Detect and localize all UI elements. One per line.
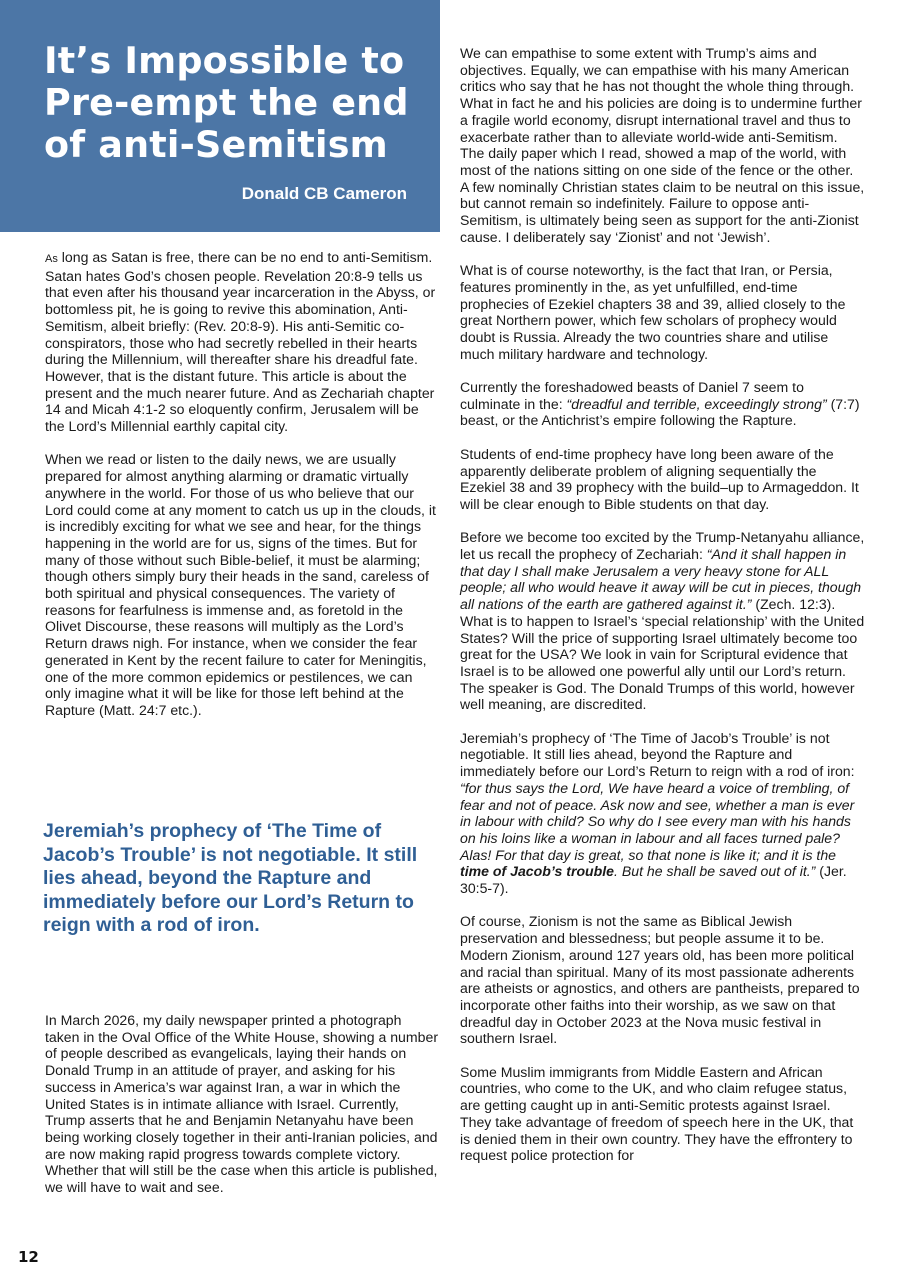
body-paragraph-6: Currently the foreshadowed beasts of Daniel 7 seem to culminate in the: “dreadful and terrible, exceedingly strong” (7:7) beast, or the Antichrist’s empire following the Rapture. (460, 379, 860, 429)
title-banner (0, 0, 440, 232)
scripture-quote: “for thus says the Lord, We have heard a voice of trembling, of fear and not of peace. Ask now and see, whether a man is ever in labour with child? So why do I see every man with his hands on his loins like a woman in labour and all faces turned pale? Alas! For that day is great, so that none is like it; and it is the time of Jacob’s trouble. But he shall be saved out of it.” (460, 779, 855, 880)
right-column (460, 45, 865, 1181)
page-number: 12 (18, 1248, 39, 1266)
lead-in-word: As (45, 253, 58, 265)
scripture-quote: “And it shall happen in that day I shall make Jerusalem a very heavy stone for ALL people; all who would heave it away will be cut in pieces, though all nations of the earth are gathered against it.” (460, 546, 862, 613)
body-paragraph-1: As long as Satan is free, there can be no end to anti-Semitism. Satan hates God’s chosen people. Revelation 20:8-9 tells us that even after his thousand year incarceration in the Abyss, or bottomless pit, he is going to revive this abomination, Anti-Semitism, albeit briefly: (Rev. 20:8-9). His anti-Semitic co-conspirators, those who had secretly rebelled in their hearts during the Millennium, will thereafter share his dreadful fate. However, that is the distant future. This article is about the present and the much nearer future. And as Zechariah chapter 14 and Micah 4:1-2 so eloquently confirm, Jerusalem will be the Lord’s Millennial earthly capital city. (45, 249, 436, 435)
body-paragraph-11: Some Muslim immigrants from Middle Eastern and African countries, who come to the UK, and who claim refugee status, are getting caught up in anti-Semitic protests against Israel. They take advantage of freedom of speech here in the UK, that is denied them in their own country. They have the effrontery to request police protection for (460, 1063, 854, 1164)
body-paragraph-2: When we read or listen to the daily news, we are usually prepared for almost anything alarming or dramatic virtually anywhere in the world. For those of us who believe that our Lord could come at any moment to catch us up in the clouds, it is incredibly exciting for what we see and hear, for the things happening in the world are for us, signs of the times. But for many of those without such Bible-belief, it must be alarming; though others simply bury their heads in the sand, careless of both spiritual and physical consequences. The variety of reasons for fearfulness is immense and, as foretold in the Olivet Discourse, these reasons will multiply as the Lord’s Return draws nigh. For instance, when we consider the fear generated in Kent by the recent failure to cater for Meningitis, one of the more common epidemics or pestilences, we can only imagine what it will be like for those left behind at the Rapture (Matt. 24:7 etc.). (45, 451, 436, 718)
body-paragraph-10: Of course, Zionism is not the same as Biblical Jewish preservation and blessedness; but people assume it to be. Modern Zionism, around 127 years old, has been more political and racial than spiritual. Many of its most passionate adherents are atheists or agnostics, and others are pantheists, prepared to incorporate other faiths into their worship, as we saw on that dreadful day in October 2023 at the Nova music festival in southern Israel. (460, 913, 860, 1047)
article-title: It’s Impossible to Pre-empt the end of anti-Semitism (44, 39, 409, 166)
body-paragraph-9: Jeremiah’s prophecy of ‘The Time of Jacob’s Trouble’ is not negotiable. It still lies ahead, beyond the Rapture and immediately before our Lord’s Return to reign with a rod of iron: “for thus says the Lord, We have heard a voice of trembling, of fear and not of peace. Ask now and see, whether a man is ever in labour with child? So why do I see every man with his hands on his loins like a woman in labour and all faces turned pale? Alas! For that day is great, so that none is like it; and it is the time of Jacob’s trouble. But he shall be saved out of it.” (Jer. 30:5-7). (460, 729, 855, 897)
body-paragraph-5: What is of course noteworthy, is the fact that Iran, or Persia, features prominently in the, as yet unfulfilled, end-time prophecies of Ezekiel chapters 38 and 39, allied closely to the great Northern power, which few scholars of prophecy would doubt is Russia. Already the two countries share and utilise much military hardware and technology. (460, 262, 846, 362)
body-paragraph-7: Students of end-time prophecy have long been aware of the apparently deliberate problem of aligning sequentially the Ezekiel 38 and 39 prophecy with the build–up to Armageddon. It will be clear enough to Bible students on that day. (460, 445, 859, 512)
body-paragraph-4: We can empathise to some extent with Trump’s aims and objectives. Equally, we can empathise with his many American critics who say that he has not thought the whole thing through. What in fact he and his policies are doing is to undermine further a fragile world economy, disrupt international travel and thus to exacerbate rather than to alleviate world-wide anti-Semitism. The daily paper which I read, showed a map of the world, with most of the nations sitting on one side of the fence or the other. A few nominally Christian states claim to be neutral on this issue, but cannot remain so indefinitely. Failure to oppose anti-Semitism, is ultimately being seen as support for the anti-Zionist cause. I deliberately say ‘Zionist’ and not ‘Jewish’. (460, 45, 865, 245)
body-paragraph-8: Before we become too excited by the Trump-Netanyahu alliance, let us recall the prophecy of Zechariah: “And it shall happen in that day I shall make Jerusalem a very heavy stone for ALL people; all who would heave it away will be cut in pieces, though all nations of the earth are gathered against it.” (Zech. 12:3). What is to happen to Israel’s ‘special relationship’ with the United States? Will the price of supporting Israel ultimately become too great for the USA? We look in vain for Scriptural evidence that Israel is to be allowed one powerful ally until our Lord’s return. The speaker is God. The Donald Trumps of this world, however well meaning, are discredited. (460, 529, 865, 713)
article-author: Donald CB Cameron (241, 184, 407, 203)
emphasis-bold: time of Jacob’s trouble (460, 863, 615, 880)
scripture-quote: “dreadful and terrible, exceedingly strong” (566, 395, 827, 412)
body-paragraph-3: In March 2026, my daily newspaper printed a photograph taken in the Oval Office of the White House, showing a number of people described as evangelicals, laying their hands on Donald Trump in an attitude of prayer, and asking for his success in America’s war against Iran, a war in which the United States is in intimate alliance with Israel. Currently, Trump asserts that he and Benjamin Netanyahu have been being working closely together in their anti-Iranian policies, and are now making rapid progress towards complete victory. Whether that will still be the case when this article is published, we will have to wait and see. (45, 1012, 439, 1196)
left-column-bottom (45, 1012, 438, 1212)
pull-quote: Jeremiah’s prophecy of ‘The Time of Jacob’s Trouble’ is not negotiable. It still lies ahead, beyond the Rapture and immediately before our Lord’s Return to reign with a rod of iron. (43, 820, 418, 937)
left-column-top (45, 249, 438, 735)
